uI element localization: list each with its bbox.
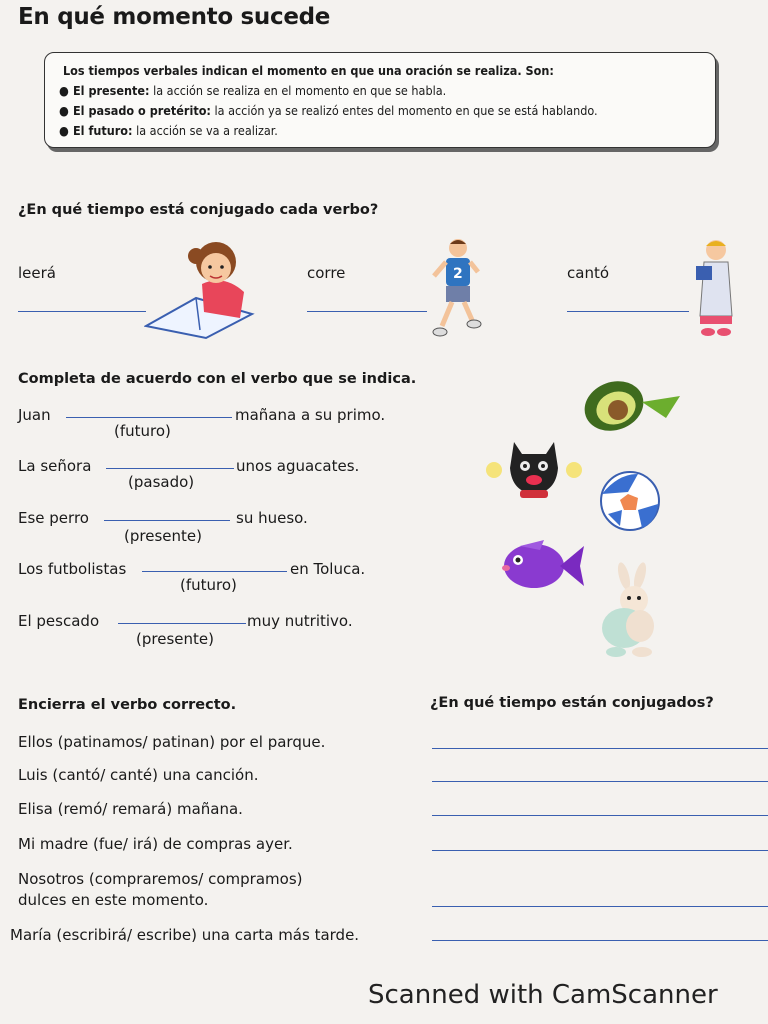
sentence-continued: dulces en este momento.	[18, 891, 209, 909]
tense-hint: (futuro)	[180, 576, 237, 594]
sentence: Luis (cantó/ canté) una canción.	[18, 766, 259, 784]
info-box	[44, 52, 716, 148]
sentence: Elisa (remó/ remará) mañana.	[18, 800, 243, 818]
section3-heading-right: ¿En qué tiempo están conjugados?	[430, 695, 714, 711]
answer-line[interactable]	[432, 748, 768, 749]
fill-blank-line[interactable]	[104, 520, 230, 521]
boy-running-icon	[430, 236, 482, 340]
info-intro: Los tiempos verbales indican el momento en que una oración se realiza. Son:	[63, 63, 554, 78]
answer-line[interactable]	[18, 311, 146, 312]
sentence-end: su hueso.	[236, 509, 308, 527]
cat-icon	[484, 432, 584, 504]
info-item: ● El futuro: la acción se va a realizar.	[59, 123, 278, 138]
section2-heading: Completa de acuerdo con el verbo que se indica.	[18, 371, 417, 387]
answer-line[interactable]	[432, 781, 768, 782]
answer-line[interactable]	[307, 311, 427, 312]
answer-line[interactable]	[432, 906, 768, 907]
sentence: Ellos (patinamos/ patinan) por el parque.	[18, 733, 326, 751]
svg-text:2: 2	[453, 266, 463, 282]
tense-hint: (pasado)	[128, 473, 195, 491]
girl-reading-icon	[144, 234, 256, 340]
page-title: En qué momento sucede	[18, 4, 331, 30]
tense-hint: (presente)	[136, 630, 214, 648]
fish-icon	[500, 534, 586, 596]
fill-blank-line[interactable]	[118, 623, 246, 624]
section1-heading: ¿En qué tiempo está conjugado cada verbo?	[18, 202, 379, 218]
sentence: Mi madre (fue/ irá) de compras ayer.	[18, 835, 293, 853]
tense-hint: (futuro)	[114, 422, 171, 440]
verb-label: cantó	[567, 264, 610, 282]
sentence-end: muy nutritivo.	[247, 612, 353, 630]
scanner-watermark: Scanned with CamScanner	[368, 980, 718, 1010]
info-list	[59, 81, 598, 141]
sentence-start: El pescado	[18, 612, 100, 630]
fill-blank-line[interactable]	[142, 571, 287, 572]
avocado-icon	[580, 378, 686, 436]
info-item: ● El presente: la acción se realiza en el momento en que se habla.	[59, 83, 447, 98]
sentence: Nosotros (compraremos/ compramos)	[18, 870, 303, 888]
verb-label: leerá	[18, 264, 56, 282]
sentence: María (escribirá/ escribe) una carta más tarde.	[10, 926, 360, 944]
sentence-start: La señora	[18, 457, 92, 475]
bunny-icon	[594, 562, 670, 658]
answer-line[interactable]	[432, 940, 768, 941]
sentence-start: Los futbolistas	[18, 560, 127, 578]
verb-label: corre	[307, 264, 346, 282]
girl-singing-icon	[692, 236, 738, 340]
sentence-end: mañana a su primo.	[235, 406, 386, 424]
answer-line[interactable]	[432, 850, 768, 851]
fill-blank-line[interactable]	[106, 468, 234, 469]
answer-line[interactable]	[567, 311, 689, 312]
sentence-start: Juan	[18, 406, 51, 424]
info-item: ● El pasado o pretérito: la acción ya se realizó entes del momento en que se está hablando.	[59, 103, 598, 118]
answer-line[interactable]	[432, 815, 768, 816]
fill-blank-line[interactable]	[66, 417, 232, 418]
sentence-end: unos aguacates.	[236, 457, 360, 475]
sentence-start: Ese perro	[18, 509, 89, 527]
section3-heading-left: Encierra el verbo correcto.	[18, 697, 237, 713]
tense-hint: (presente)	[124, 527, 202, 545]
sentence-end: en Toluca.	[290, 560, 366, 578]
ball-icon	[598, 470, 664, 532]
